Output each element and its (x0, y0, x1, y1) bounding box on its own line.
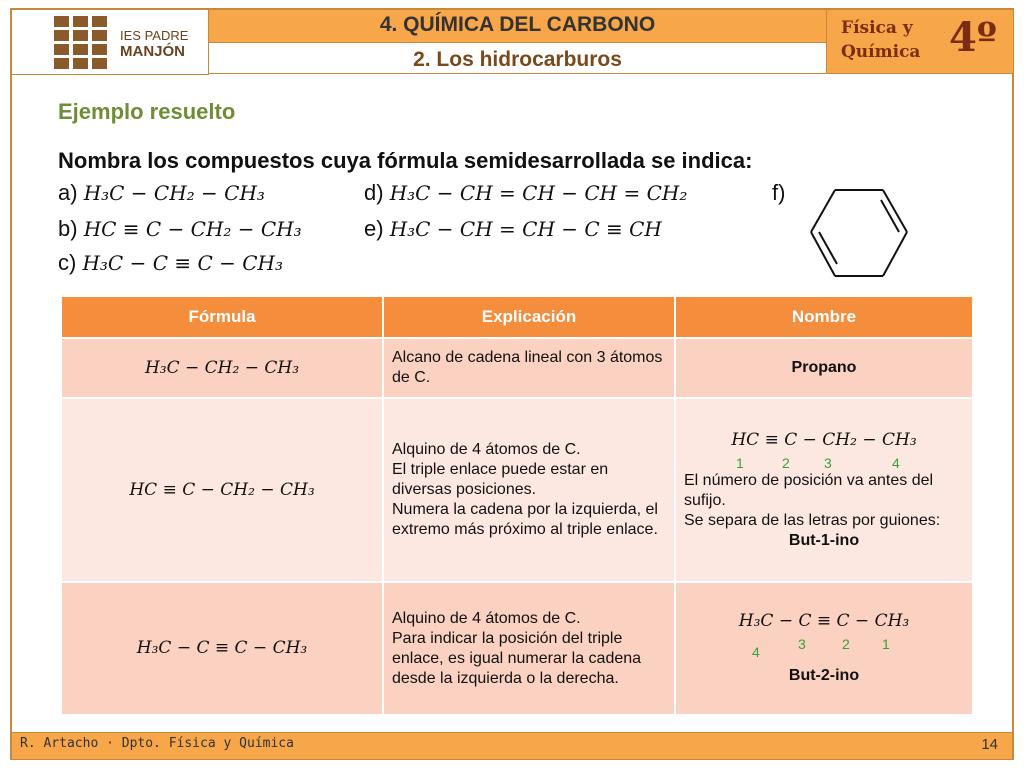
name-note: Se separa de las letras por guiones: (684, 511, 941, 529)
compound-formula: H₃C − CH = CH − C ≡ CH (389, 217, 662, 241)
logo-line1: IES PADRE (120, 28, 189, 43)
compound-f (772, 180, 785, 206)
compound-label: e) (364, 216, 384, 241)
name-note: El número de posición va antes del sufijo. (684, 471, 934, 509)
name-formula: HC ≡ C − CH₂ − CH₃ (731, 429, 917, 450)
header-explanation: Explicación (383, 297, 675, 338)
position-number: 2 (782, 454, 790, 471)
slide-title: 4. QUÍMICA DEL CARBONO (209, 10, 826, 43)
row-formula: H₃C − C ≡ C − CH₃ (136, 638, 308, 658)
table-row (61, 582, 972, 714)
compound-formula: H₃C − C ≡ C − CH₃ (82, 251, 283, 275)
slide-footer (12, 732, 1012, 759)
compound-name: But-2-ino (788, 667, 860, 684)
table-row (61, 338, 972, 398)
logo-grid-icon (54, 16, 110, 70)
course-line1: Física y (841, 18, 913, 38)
position-number: 3 (824, 454, 832, 471)
explanation-line: El triple enlace puede estar en diversas posiciones. (392, 461, 609, 498)
compound-name: Propano (791, 359, 857, 376)
compound-formula: H₃C − CH₂ − CH₃ (83, 181, 265, 205)
compound-label: d) (364, 180, 384, 205)
compound-label: c) (58, 250, 77, 275)
logo-line2: MANJÓN (120, 43, 186, 60)
explanation-line: Alquino de 4 átomos de C. (392, 609, 581, 627)
carbon-numbering (684, 632, 964, 666)
compound-formula: H₃C − CH = CH − CH = CH₂ (389, 181, 688, 205)
explanation-line: Alcano de cadena lineal con 3 átomos de C. (392, 349, 663, 386)
row-formula: H₃C − CH₂ − CH₃ (144, 357, 300, 378)
table-row (61, 398, 972, 582)
compound-formula: HC ≡ C − CH₂ − CH₃ (83, 217, 302, 241)
position-number: 1 (882, 636, 890, 652)
compound-e (364, 216, 662, 242)
compound-name: But-1-ino (788, 531, 860, 549)
compound-label: f) (772, 180, 786, 205)
header-formula: Fórmula (61, 297, 383, 338)
carbon-numbering (684, 451, 964, 471)
cyclohexadiene-structure (805, 184, 915, 284)
header-name: Nombre (675, 297, 972, 338)
course-number: 4º (949, 14, 997, 61)
footer-author: R. Artacho · Dpto. Física y Química (20, 736, 294, 751)
compound-label: a) (58, 180, 78, 205)
row-formula: HC ≡ C − CH₂ − CH₃ (129, 479, 315, 500)
slide-subtitle: 2. Los hidrocarburos (209, 43, 826, 74)
explanation-line: Numera la cadena por la izquierda, el extremo más próximo al triple enlace. (392, 501, 658, 538)
compound-b (58, 216, 302, 242)
page-number: 14 (981, 736, 998, 753)
course-line2: Química (841, 42, 921, 62)
course-badge (826, 10, 1013, 74)
school-logo (12, 10, 209, 75)
compound-c (58, 250, 283, 276)
position-number: 3 (798, 636, 806, 652)
compound-d (364, 180, 687, 206)
position-number: 2 (842, 636, 850, 652)
example-heading: Ejemplo resuelto (58, 99, 236, 124)
solution-table (60, 297, 972, 714)
explanation-line: Alquino de 4 átomos de C. (392, 441, 581, 458)
compound-label: b) (58, 216, 78, 241)
name-formula: H₃C − C ≡ C − CH₃ (738, 611, 910, 631)
position-number: 4 (892, 454, 900, 471)
exercise-statement: Nombra los compuestos cuya fórmula semidesarrollada se indica: (58, 148, 753, 173)
position-number: 4 (752, 644, 760, 660)
position-number: 1 (736, 454, 744, 471)
compound-a (58, 180, 265, 206)
explanation-line: Para indicar la posición del triple enlace, es igual numerar la cadena desde la izquierda o la derecha. (392, 629, 642, 687)
